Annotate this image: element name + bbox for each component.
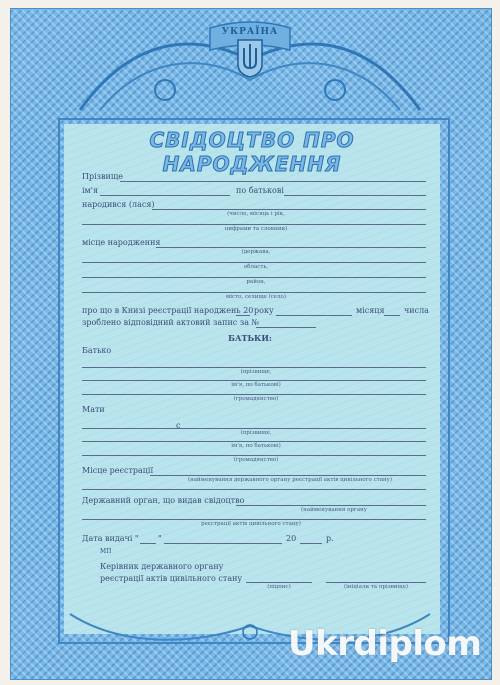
father-surname-hint: (прізвище, — [240, 369, 272, 375]
issue-year-suffix: р. — [326, 534, 334, 543]
registry-text-1: про що в Книзі реєстрації народжень 20 — [82, 306, 254, 315]
signature-line[interactable] — [246, 582, 312, 583]
certificate-title: СВІДОЦТВО ПРО НАРОДЖЕННЯ — [149, 128, 355, 176]
issue-day-line[interactable] — [140, 543, 156, 544]
mother-mark: с — [176, 421, 181, 430]
registry-text-2: зроблено відповідний актовий запис за № — [82, 318, 260, 327]
registration-place-hint: (найменування державного органу реєстрації актів цивільного стану) — [187, 477, 393, 483]
mother-name-line[interactable] — [82, 441, 426, 442]
issuing-authority-line[interactable] — [236, 505, 426, 506]
mother-label: Мати — [82, 405, 105, 414]
region-line[interactable] — [82, 262, 426, 263]
record-number-line[interactable] — [256, 327, 316, 328]
name-line[interactable] — [100, 195, 230, 196]
head-title-2: реєстрації актів цивільного стану — [100, 574, 243, 583]
authority-hint-2: реєстрації актів цивільного стану) — [201, 521, 301, 527]
mother-citizenship-line[interactable] — [82, 455, 426, 456]
registry-year-label: року — [254, 306, 274, 315]
registration-place-line-2[interactable] — [82, 489, 426, 490]
watermark-logo: Ukrdiplom — [288, 624, 482, 664]
birthplace-label: місце народження — [82, 238, 161, 247]
head-title-1: Керівник державного органу — [100, 562, 224, 571]
seal-mark: МП — [100, 548, 112, 555]
father-name-hint: ім'я, по батькові) — [231, 382, 281, 388]
trident-emblem-icon — [236, 38, 264, 78]
city-line[interactable] — [82, 292, 426, 293]
registration-place-line[interactable] — [150, 475, 426, 476]
surname-label: Прізвище — [82, 172, 124, 181]
issue-date-label: Дата видачі " — [82, 534, 139, 543]
father-name-line[interactable] — [82, 380, 426, 381]
registry-day-line[interactable] — [384, 315, 400, 316]
issuing-authority-line-2[interactable] — [82, 519, 426, 520]
father-surname-line[interactable] — [82, 367, 426, 368]
registry-month-line[interactable] — [276, 315, 352, 316]
signature-hint: (підпис) — [267, 584, 291, 590]
father-citizenship-hint: (громадянство) — [233, 396, 279, 402]
father-label: Батько — [82, 346, 112, 355]
mother-name-hint: ім'я, по батькові) — [231, 443, 281, 449]
patronymic-line[interactable] — [284, 195, 426, 196]
parents-heading: БАТЬКИ: — [228, 333, 272, 343]
issue-month-line[interactable] — [164, 543, 282, 544]
mother-surname-hint: (прізвище, — [240, 430, 272, 436]
issue-year-line[interactable] — [300, 543, 322, 544]
birth-date-line[interactable] — [152, 209, 426, 210]
country-header: УКРАЇНА — [221, 27, 279, 37]
state-hint: (держава, — [241, 249, 271, 255]
issue-year-prefix: 20 — [286, 534, 297, 543]
date-hint: (число, місяць і рік, — [227, 211, 285, 217]
registry-year-line[interactable] — [236, 315, 250, 316]
mother-citizenship-hint: (громадянство) — [233, 457, 279, 463]
name-label: ім'я — [82, 186, 99, 195]
initials-hint: (ініціали та прізвище) — [343, 584, 409, 590]
district-hint: район, — [246, 279, 266, 285]
issuing-authority-label: Державний орган, що видав свідоцтво — [82, 496, 245, 505]
birthplace-line[interactable] — [156, 247, 426, 248]
initials-line[interactable] — [326, 582, 426, 583]
region-hint: область, — [243, 264, 269, 270]
registry-month-label: місяця — [356, 306, 385, 315]
registration-place-label: Місце реєстрації — [82, 466, 154, 475]
mother-surname-line[interactable] — [82, 428, 426, 429]
birth-date-line-2[interactable] — [82, 224, 426, 225]
date-hint-2: цифрами та словами) — [224, 226, 288, 232]
surname-line[interactable] — [120, 181, 426, 182]
city-hint: місто, селище (село) — [225, 294, 286, 300]
born-label: народився (лася) — [82, 200, 155, 209]
father-citizenship-line[interactable] — [82, 394, 426, 395]
issue-date-quote: " — [158, 534, 162, 543]
authority-hint: (найменування органу — [300, 507, 367, 513]
patronymic-label: по батькові — [236, 186, 284, 195]
district-line[interactable] — [82, 277, 426, 278]
registry-day-label: числа — [404, 306, 429, 315]
